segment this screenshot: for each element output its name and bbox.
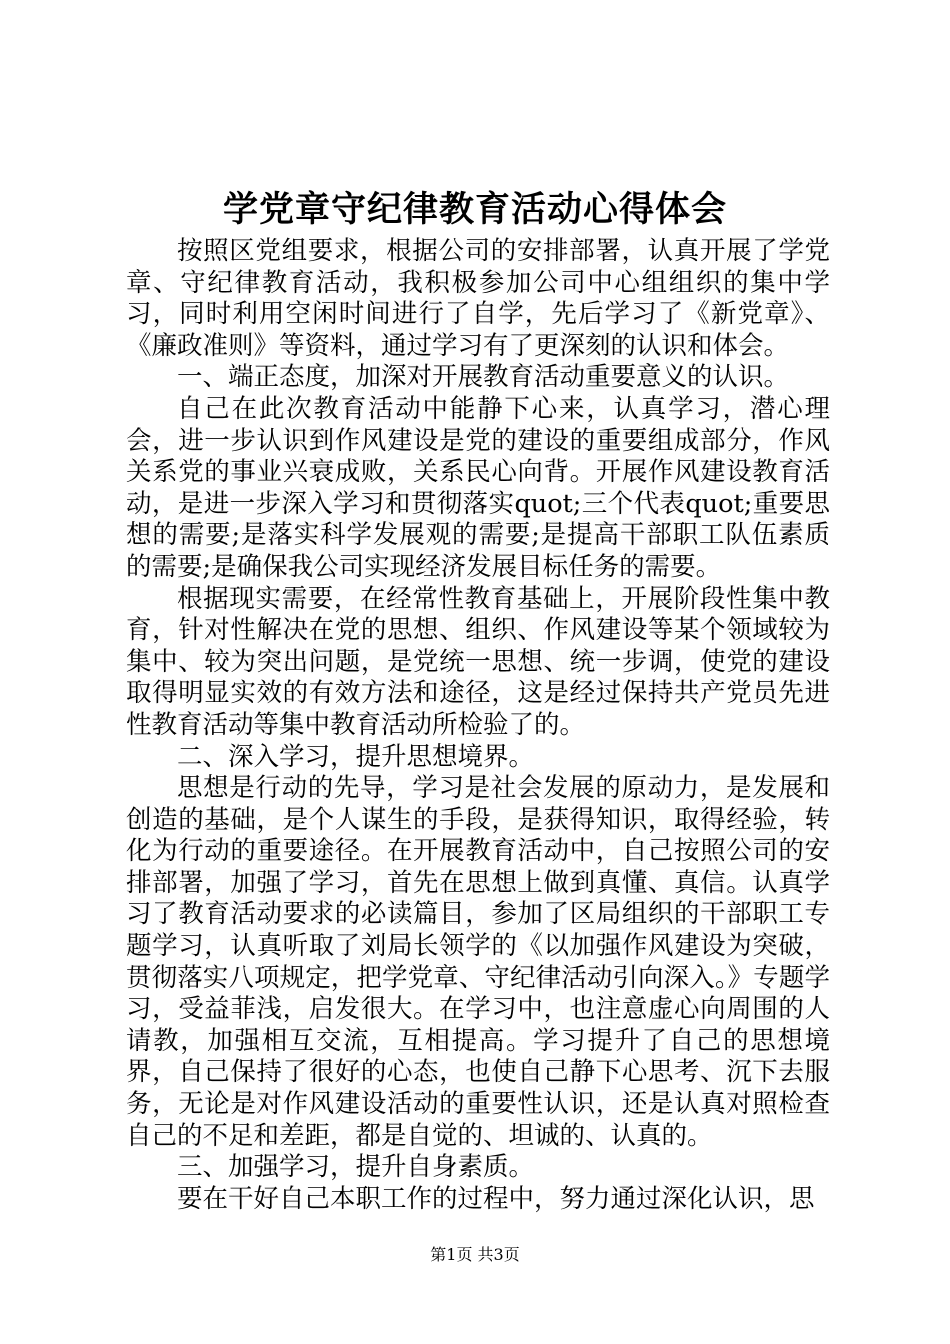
section-heading-3: 三、加强学习，提升自身素质。 <box>177 1152 535 1183</box>
section-heading-1: 一、端正态度，加深对开展教育活动重要意义的认识。 <box>177 362 790 393</box>
paragraph: 自己在此次教育活动中能静下心来，认真学习，潜心理会，进一步认识到作风建设是党的建设的重要组成部分，作风关系党的事业兴衰成败，关系民心向背。开展作风建设教育活动，是进一步深入学习和贯彻落实quot;三个代表quot;重要思想的需要;是落实科学发展观的需要;是提高干部职工队伍素质的需要;是确保我公司实现经济发展目标任务的需要。 <box>126 393 830 582</box>
document-title: 学党章守纪律教育活动心得体会 <box>222 189 727 230</box>
section-heading-2: 二、深入学习，提升思想境界。 <box>177 741 535 772</box>
document-body <box>126 236 830 1215</box>
paragraph-intro: 按照区党组要求，根据公司的安排部署，认真开展了学党章、守纪律教育活动，我积极参加公司中心组组织的集中学习，同时利用空闲时间进行了自学，先后学习了《新党章》、《廉政准则》等资料，通过学习有了更深刻的认识和体会。 <box>126 236 830 361</box>
paragraph: 要在干好自己本职工作的过程中，努力通过深化认识，思 <box>177 1183 815 1214</box>
paragraph: 思想是行动的先导，学习是社会发展的原动力，是发展和创造的基础，是个人谋生的手段，是获得知识，取得经验，转化为行动的重要途径。在开展教育活动中，自己按照公司的安排部署，加强了学习，首先在思想上做到真懂、真信。认真学习了教育活动要求的必读篇目，参加了区局组织的干部职工专题学习，认真听取了刘局长领学的《以加强作风建设为突破，贯彻落实八项规定，把学党章、守纪律活动引向深入。》专题学习，受益菲浅，启发很大。在学习中，也注意虚心向周围的人请教，加强相互交流，互相提高。学习提升了自己的思想境界，自己保持了很好的心态，也使自己静下心思考、沉下去服务，无论是对作风建设活动的重要性认识，还是认真对照检查自己的不足和差距，都是自觉的、坦诚的、认真的。 <box>126 773 830 1151</box>
paragraph: 根据现实需要，在经常性教育基础上，开展阶段性集中教育，针对性解决在党的思想、组织、作风建设等某个领域较为集中、较为突出问题，是党统一思想、统一步调，使党的建设取得明显实效的有效方法和途径，这是经过保持共产党员先进性教育活动等集中教育活动所检验了的。 <box>126 583 830 740</box>
page-footer: 第1页 共3页 <box>430 1245 520 1264</box>
